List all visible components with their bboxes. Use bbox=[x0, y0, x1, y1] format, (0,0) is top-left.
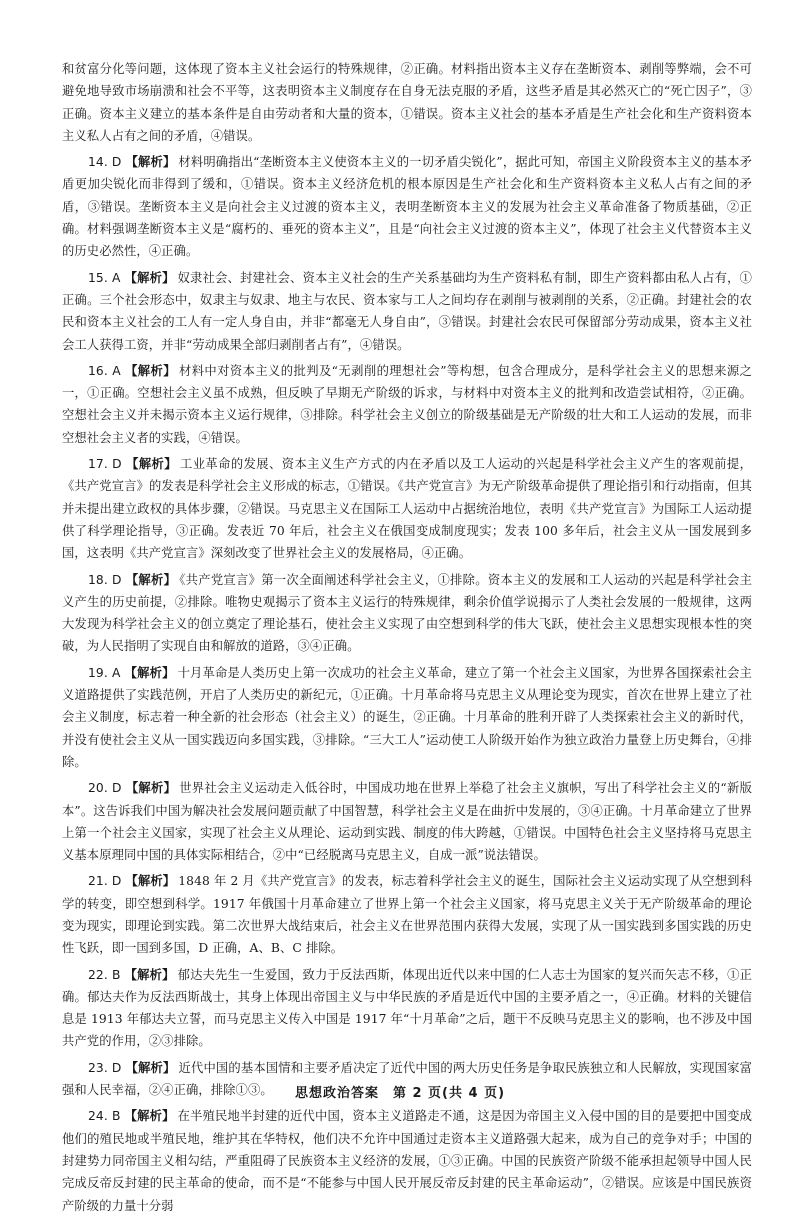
answer-content bbox=[62, 58, 752, 1217]
answer-item bbox=[62, 777, 752, 866]
analysis-tag: 【解析】 bbox=[124, 967, 175, 982]
answer-number: 23. D bbox=[88, 1060, 122, 1075]
analysis-tag: 【解析】 bbox=[124, 1109, 175, 1124]
analysis-tag: 【解析】 bbox=[124, 665, 175, 680]
analysis-tag: 【解析】 bbox=[124, 270, 175, 285]
answer-number: 20. D bbox=[88, 781, 122, 796]
analysis-text: 工业革命的发展、资本主义生产方式的内在矛盾以及工人运动的兴起是科学社会主义产生的客观前提，《共产党宣言》的发表是科学社会主义形成的标志，①错误。《共产党宣言》为无产阶级革命提供了理论指引和行动指南，但其并未提出建立政权的具体步骤，②错误。马克思主义在国际工人运动中占据统治地位，表明《共产党宣言》为国际工人运动提供了科学理论指导，③正确。发表近 70 年后，社会主义在俄国变成制度现实；发表 100 多年后，社会主义从一国发展到多国，这表明《共产党宣言》深刻改变了世界社会主义的发展格局，④正确。 bbox=[62, 457, 752, 561]
analysis-tag: 【解析】 bbox=[125, 781, 177, 796]
answer-number: 22. B bbox=[88, 967, 121, 982]
analysis-text: 十月革命是人类历史上第一次成功的社会主义革命，建立了第一个社会主义国家，为世界各国探索社会主义道路提供了实践范例，开启了人类历史的新纪元，①正确。十月革命将马克思主义从理论变为现实，首次在世界上建立了社会主义制度，标志着一种全新的社会形态（社会主义）的诞生，②正确。十月革命的胜利开辟了人类探索社会主义的新时代，并没有使社会主义从一国实践迈向多国实践，③排除。“三大工人”运动使工人阶级开始作为独立政治力量登上历史舞台，④排除。 bbox=[62, 665, 752, 769]
answer-item bbox=[62, 267, 752, 356]
answer-number: 19. A bbox=[88, 665, 121, 680]
answer-item bbox=[62, 1105, 752, 1216]
answer-item bbox=[62, 360, 752, 449]
answer-item bbox=[62, 870, 752, 959]
page-footer: 思想政治答案 第 2 页(共 4 页) bbox=[294, 1086, 506, 1101]
analysis-tag: 【解析】 bbox=[125, 874, 176, 889]
answer-number: 18. D bbox=[88, 572, 122, 587]
answer-item bbox=[62, 964, 752, 1053]
analysis-tag: 【解析】 bbox=[125, 155, 176, 170]
analysis-text: 世界社会主义运动走入低谷时，中国成功地在世界上举稳了社会主义旗帜，写出了科学社会主义的“新版本”。这告诉我们中国为解决社会发展问题贡献了中国智慧，科学社会主义是在曲折中发展的，③④正确。十月革命建立了世界上第一个社会主义国家，实现了社会主义从理论、运动到实践、制度的伟大跨越，①错误。中国特色社会主义坚持将马克思主义基本原理同中国的具体实际相结合，②中“已经脱离马克思主义，自成一派”说法错误。 bbox=[62, 781, 752, 863]
analysis-text: 近代中国的基本国情和主要矛盾决定了近代中国的两大历史任务是争取民族独立和人民解放，实现国家富强和人民幸福，②④正确，排除①③。 bbox=[62, 1060, 753, 1098]
analysis-text: 《共产党宣言》第一次全面阐述科学社会主义，①排除。资本主义的发展和工人运动的兴起是科学社会主义产生的历史前提，②排除。唯物史观揭示了资本主义运行的特殊规律，剩余价值学说揭示了人类社会发展的一般规律，这两大发现为科学社会主义的创立奠定了理论基石，使社会主义实现了由空想到科学的伟大飞跃，使社会主义思想实现根本性的突破，为人民指明了实现自由和解放的道路，③④正确。 bbox=[62, 572, 753, 654]
answer-number: 17. D bbox=[88, 457, 122, 472]
answer-number: 16. A bbox=[88, 363, 121, 378]
answer-item bbox=[62, 569, 752, 658]
analysis-text: 在半殖民地半封建的近代中国，资本主义道路走不通，这是因为帝国主义入侵中国的目的是要把中国变成他们的殖民地或半殖民地，维护其在华特权，他们决不允许中国通过走资本主义道路强大起来，成为自己的竞争对手；中国的封建势力同帝国主义相勾结，严重阻碍了民族资本主义经济的发展，①③正确。中国的民族资产阶级不能承担起领导中国人民完成反帝反封建的民主革命的使命，而不是“不能参与中国人民开展反帝反封建的民主革命运动”，②错误。应该是中国民族资产阶级的力量十分弱 bbox=[62, 1109, 752, 1213]
answer-number: 14. D bbox=[88, 155, 122, 170]
analysis-tag: 【解析】 bbox=[126, 457, 177, 472]
answer-number: 24. B bbox=[88, 1109, 121, 1124]
analysis-text: 郁达夫先生一生爱国，致力于反法西斯，体现出近代以来中国的仁人志士为国家的复兴而矢志不移，①正确。郁达夫作为反法西斯战士，其身上体现出帝国主义与中华民族的矛盾是近代中国的主要矛盾之一，④正确。材料的关键信息是 1913 年郁达夫立誓，而马克思主义传入中国是 1917 年“十月革命”之后，题干不反映马克思主义的影响，也不涉及中国共产党的作用，②③排除。 bbox=[62, 967, 752, 1049]
analysis-tag: 【解析】 bbox=[125, 1060, 176, 1075]
answer-number: 21. D bbox=[88, 874, 122, 889]
analysis-tag: 【解析】 bbox=[125, 572, 177, 587]
answer-item bbox=[62, 453, 752, 564]
continuation-paragraph: 和贫富分化等问题，这体现了资本主义社会运行的特殊规律，②正确。材料指出资本主义存在垄断资本、剥削等弊端，会不可避免地导致市场崩溃和社会不平等，这表明资本主义制度存在自身无法克服的矛盾，这些矛盾是其必然灭亡的“死亡因子”，③正确。资本主义建立的基本条件是自由劳动者和大量的资本，①错误。资本主义社会的基本矛盾是生产社会化和生产资料资本主义私人占有之间的矛盾，④错误。 bbox=[62, 62, 752, 143]
answer-item bbox=[62, 151, 752, 262]
analysis-text: 1848 年 2 月《共产党宣言》的发表，标志着科学社会主义的诞生，国际社会主义运动实现了从空想到科学的转变，即空想到科学。1917 年俄国十月革命建立了世界上第一个社会主义国家，将马克思主义关于无产阶级革命的理论变为现实，即理论到实践。第二次世界大战结束后，社会主义在世界范围内获得大发展，实现了从一国实践到多国实践的历史性飞跃，即一国到多国，D 正确，A、B、C 排除。 bbox=[62, 874, 752, 956]
answer-item bbox=[62, 662, 752, 773]
answer-list bbox=[62, 151, 752, 1217]
analysis-text: 材料中对资本主义的批判及“无剥削的理想社会”等构想，包含合理成分，是科学社会主义的思想来源之一，①正确。空想社会主义虽不成熟，但反映了早期无产阶级的诉求，与材料中对资本主义的批判和改造尝试相符，②正确。空想社会主义并未揭示资本主义运行规律，③排除。科学社会主义创立的阶级基础是无产阶级的壮大和工人运动的发展，而非空想社会主义者的实践，④错误。 bbox=[62, 363, 752, 445]
answer-number: 15. A bbox=[88, 270, 121, 285]
analysis-text: 奴隶社会、封建社会、资本主义社会的生产关系基础均为生产资料私有制，即生产资料都由私人占有，①正确。三个社会形态中，奴隶主与奴隶、地主与农民、资本家与工人之间均存在剥削与被剥削的关系，②正确。封建社会的农民和资本主义社会的工人有一定人身自由，并非“都毫无人身自由”，③错误。封建社会农民可保留部分劳动成果，资本主义社会工人获得工资，并非“劳动成果全部归剥削者占有”，④错误。 bbox=[62, 270, 752, 352]
analysis-text: 材料明确指出“垄断资本主义使资本主义的一切矛盾尖锐化”，据此可知，帝国主义阶段资本主义的基本矛盾更加尖锐化而非得到了缓和，①错误。资本主义经济危机的根本原因是生产社会化和生产资料资本主义私人占有之间的矛盾，③错误。垄断资本主义是向社会主义过渡的资本主义，表明垄断资本主义的发展为社会主义革命准备了物质基础，②正确。材料强调垄断资本主义是“腐朽的、垂死的资本主义”，且是“向社会主义过渡的资本主义”，体现了社会主义代替资本主义的历史必然性，④正确。 bbox=[62, 155, 752, 259]
analysis-tag: 【解析】 bbox=[125, 363, 176, 378]
